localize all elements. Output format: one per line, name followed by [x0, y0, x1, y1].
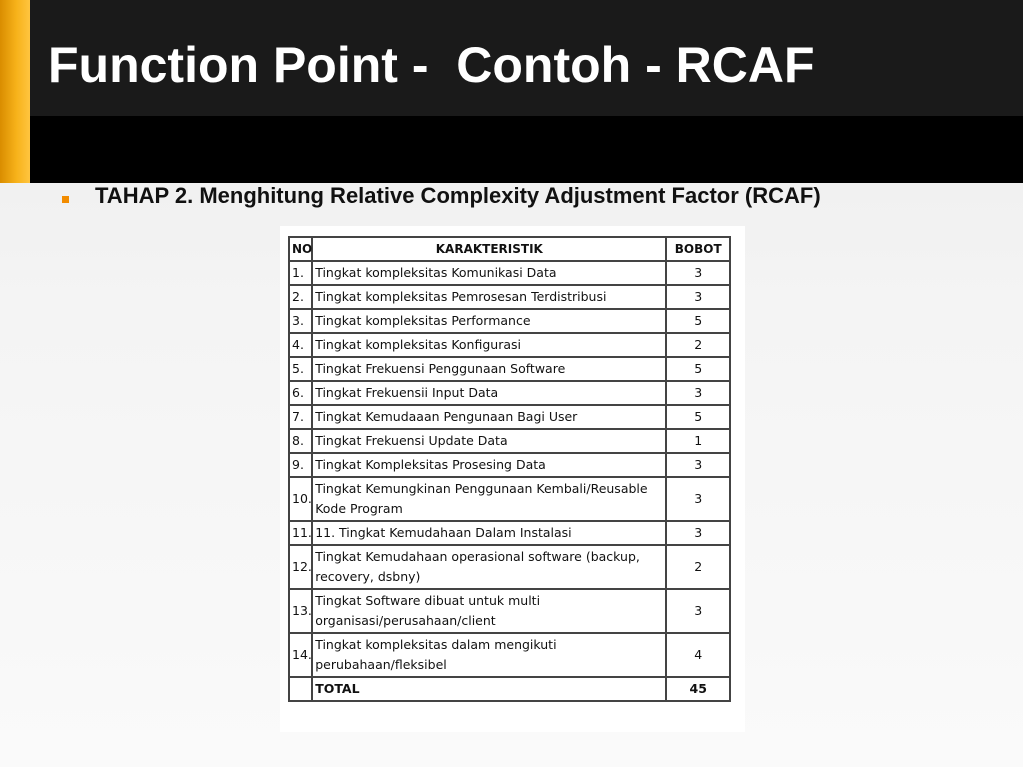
table-row: [289, 357, 730, 381]
row-karakteristik: Tingkat Kemudaaan Pengunaan Bagi User: [312, 405, 666, 429]
total-value: 45: [666, 677, 730, 701]
row-bobot: 3: [666, 285, 730, 309]
table-row: [289, 589, 730, 633]
column-header-karakteristik: KARAKTERISTIK: [312, 237, 666, 261]
row-karakteristik: Tingkat kompleksitas Konfigurasi: [312, 333, 666, 357]
row-number: 7.: [289, 405, 312, 429]
table-row: [289, 381, 730, 405]
row-number: 4.: [289, 333, 312, 357]
row-karakteristik: Tingkat kompleksitas Komunikasi Data: [312, 261, 666, 285]
row-number: 13.: [289, 589, 312, 633]
table-row: [289, 453, 730, 477]
row-number: 1.: [289, 261, 312, 285]
table-row: [289, 521, 730, 545]
row-karakteristik: Tingkat kompleksitas Pemrosesan Terdistribusi: [312, 285, 666, 309]
row-number: 6.: [289, 381, 312, 405]
row-karakteristik: 11. Tingkat Kemudahaan Dalam Instalasi: [312, 521, 666, 545]
table-row: [289, 633, 730, 677]
row-bobot: 1: [666, 429, 730, 453]
slide-header: [0, 0, 1023, 183]
row-karakteristik: Tingkat kompleksitas Performance: [312, 309, 666, 333]
row-number: 10.: [289, 477, 312, 521]
header-accent-bar: [0, 0, 30, 183]
column-header-bobot: BOBOT: [666, 237, 730, 261]
table-image-panel: [280, 226, 745, 732]
row-karakteristik: Tingkat kompleksitas dalam mengikuti perubahaan/fleksibel: [312, 633, 666, 677]
row-karakteristik: Tingkat Software dibuat untuk multi organisasi/perusahaan/client: [312, 589, 666, 633]
total-no-cell: [289, 677, 312, 701]
rcaf-table: [288, 236, 731, 702]
row-bobot: 2: [666, 333, 730, 357]
row-number: 5.: [289, 357, 312, 381]
row-bobot: 3: [666, 381, 730, 405]
row-bobot: 5: [666, 405, 730, 429]
row-number: 2.: [289, 285, 312, 309]
table-row: [289, 545, 730, 589]
row-number: 9.: [289, 453, 312, 477]
table-row: [289, 477, 730, 521]
bullet-text: TAHAP 2. Menghitung Relative Complexity Adjustment Factor (RCAF): [95, 183, 821, 208]
table-header-row: [289, 237, 730, 261]
row-bobot: 3: [666, 477, 730, 521]
row-bobot: 3: [666, 453, 730, 477]
table-total-row: [289, 677, 730, 701]
row-karakteristik: Tingkat Kemungkinan Penggunaan Kembali/Reusable Kode Program: [312, 477, 666, 521]
row-bobot: 4: [666, 633, 730, 677]
row-number: 3.: [289, 309, 312, 333]
table-row: [289, 333, 730, 357]
row-karakteristik: Tingkat Kemudahaan operasional software (backup, recovery, dsbny): [312, 545, 666, 589]
row-number: 12.: [289, 545, 312, 589]
row-bobot: 3: [666, 521, 730, 545]
total-label: TOTAL: [312, 677, 666, 701]
row-number: 8.: [289, 429, 312, 453]
row-number: 14.: [289, 633, 312, 677]
row-number: 11.: [289, 521, 312, 545]
row-karakteristik: Tingkat Frekuensii Input Data: [312, 381, 666, 405]
table-row: [289, 405, 730, 429]
table-row: [289, 285, 730, 309]
row-bobot: 3: [666, 589, 730, 633]
row-karakteristik: Tingkat Frekuensi Update Data: [312, 429, 666, 453]
table-row: [289, 309, 730, 333]
row-bobot: 2: [666, 545, 730, 589]
row-karakteristik: Tingkat Frekuensi Penggunaan Software: [312, 357, 666, 381]
row-bobot: 5: [666, 309, 730, 333]
bullet-square-icon: [62, 196, 69, 203]
row-bobot: 3: [666, 261, 730, 285]
column-header-no: NO: [289, 237, 312, 261]
row-karakteristik: Tingkat Kompleksitas Prosesing Data: [312, 453, 666, 477]
table-row: [289, 261, 730, 285]
row-bobot: 5: [666, 357, 730, 381]
slide-title: Function Point - Contoh - RCAF: [48, 37, 815, 93]
table-row: [289, 429, 730, 453]
table-body: [289, 261, 730, 677]
